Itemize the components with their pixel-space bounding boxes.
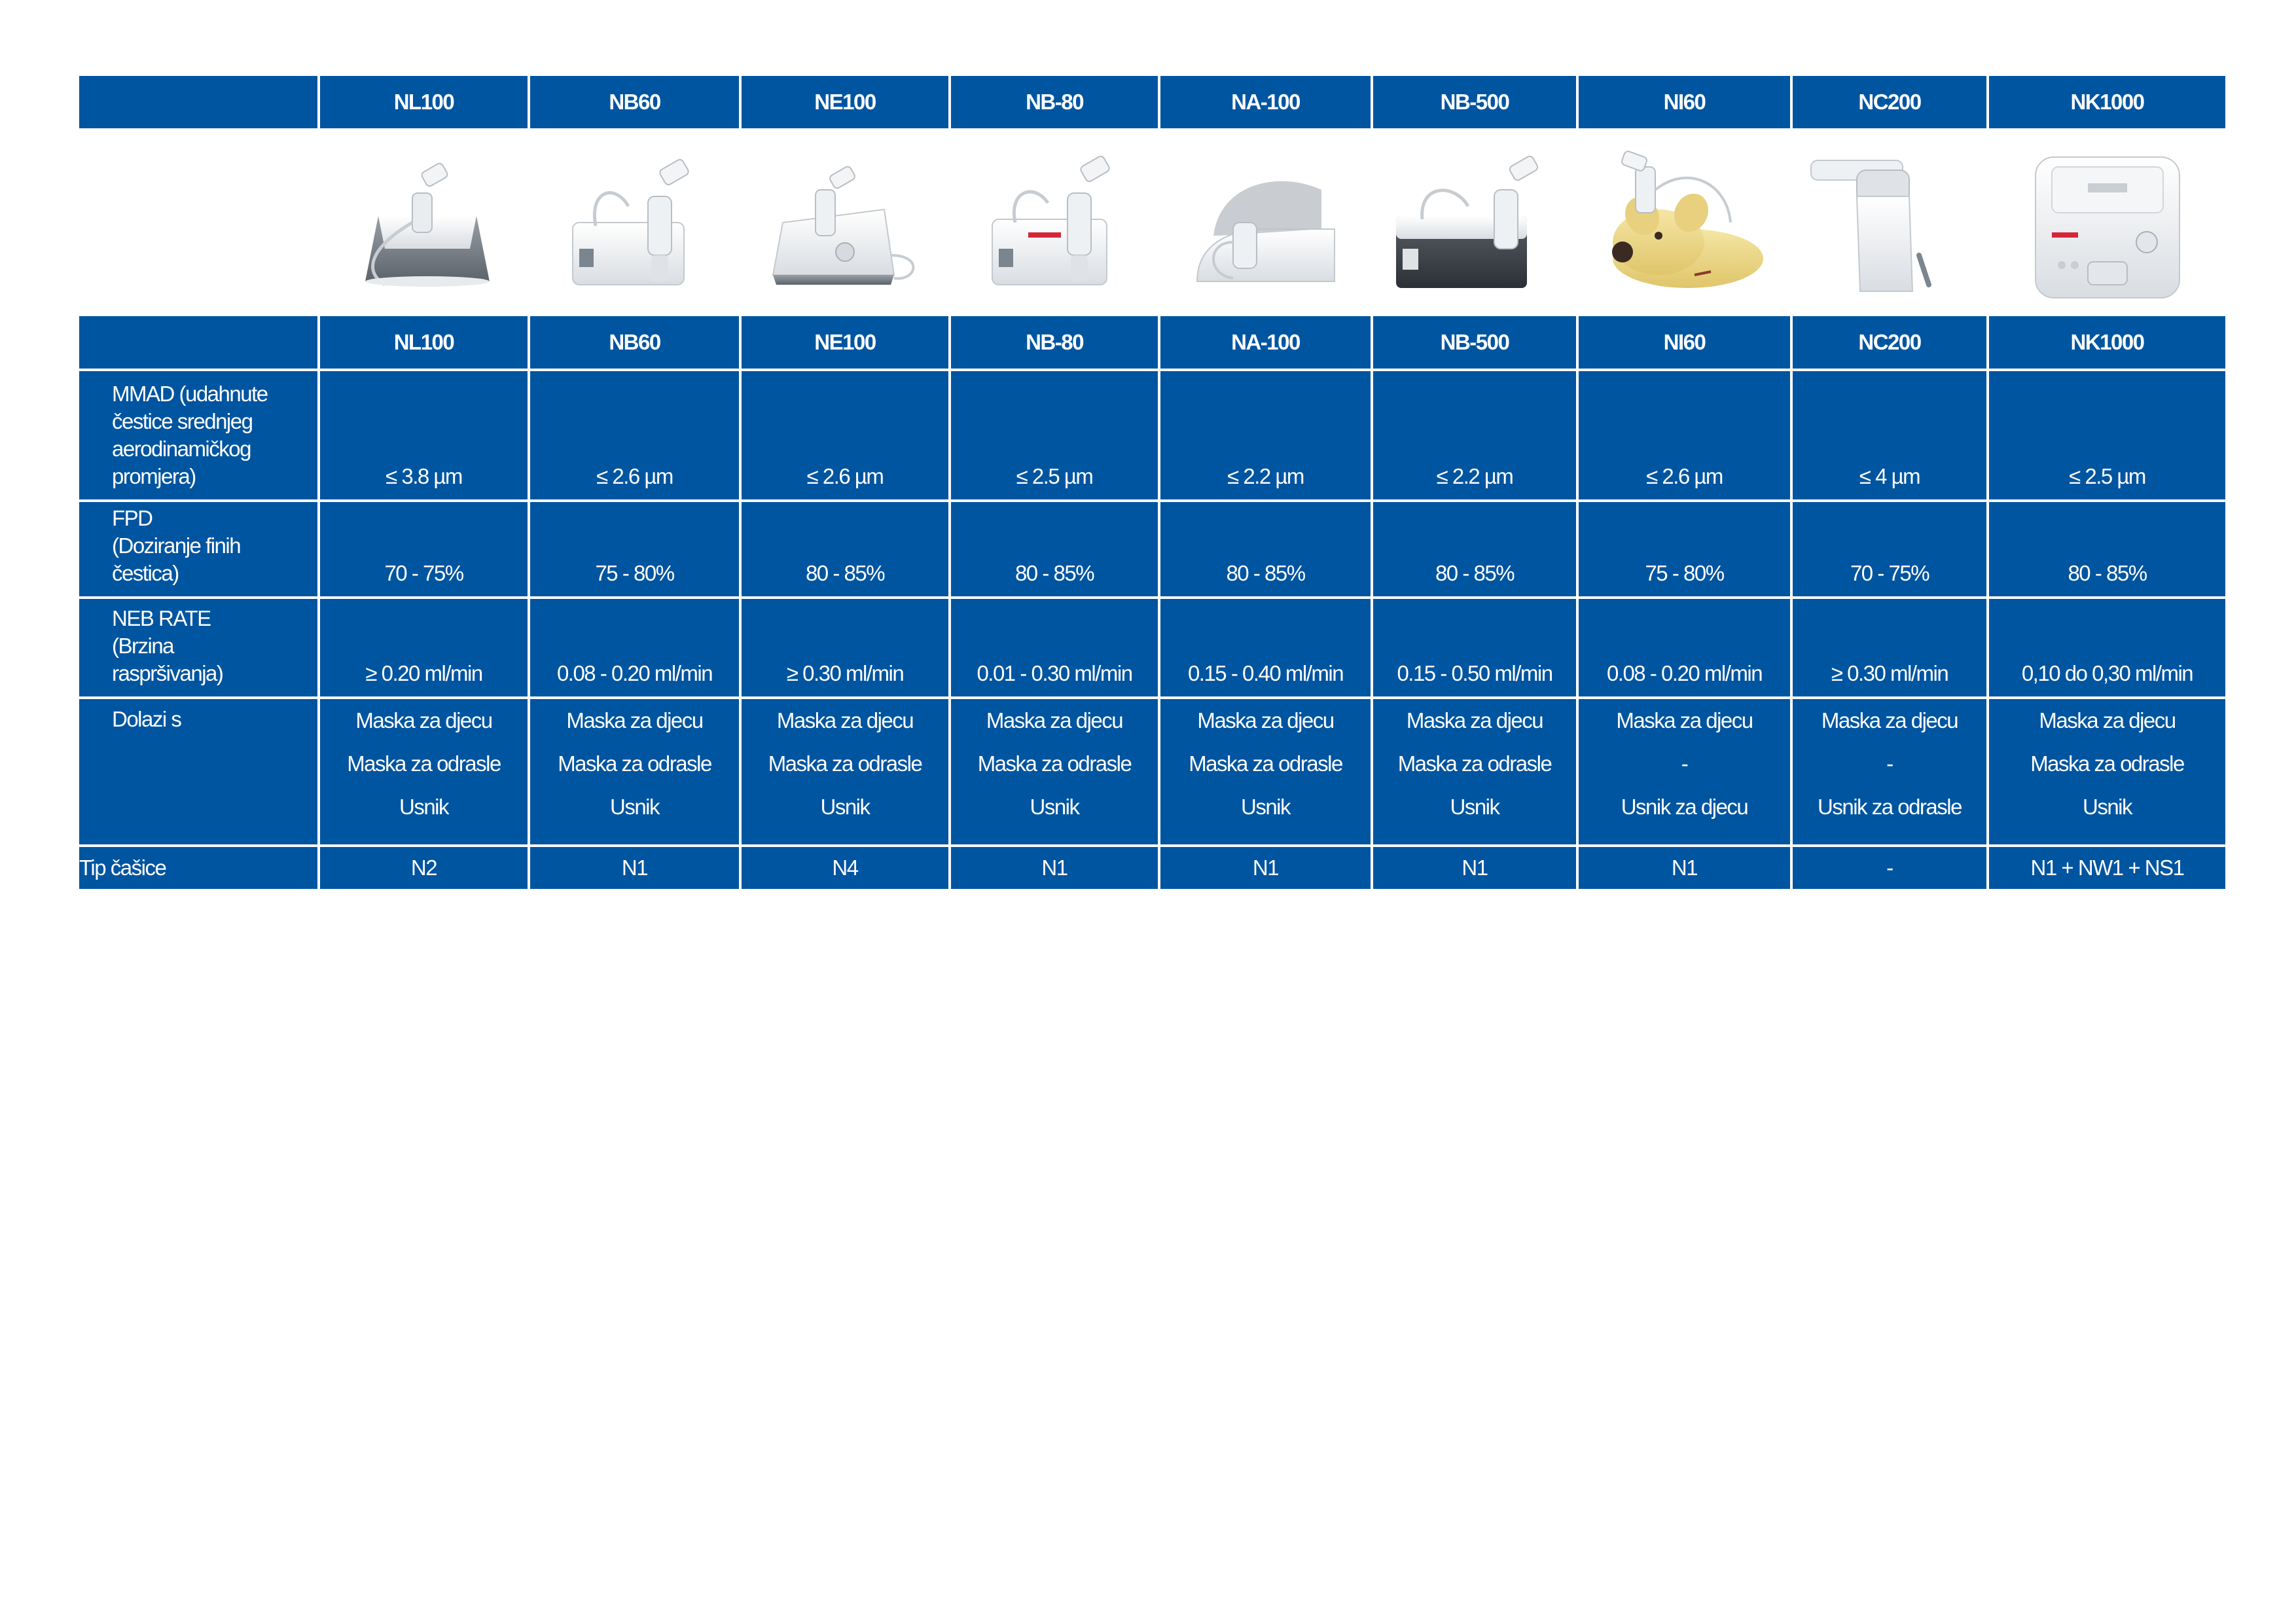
label-line: NEB RATE [112,606,211,630]
accessories-cell [1372,698,1577,846]
accessory-item: Maska za odrasle [347,751,501,776]
accessory-item: Usnik [820,795,870,819]
accessory-item: Maska za djecu [1406,708,1543,732]
neb-rate-value: ≥ 0.30 ml/min [740,598,950,698]
mmad-row [78,370,2227,501]
mmad-value: ≤ 2.5 µm [1988,370,2227,501]
nebulizer-nl100-icon [339,144,509,301]
accessories-cell [319,698,529,846]
fpd-value: 80 - 85% [740,501,950,598]
accessory-item: Maska za djecu [986,708,1123,732]
nebulizer-na100-icon [1181,144,1351,301]
product-image-row [78,130,2227,315]
label-line: čestica) [112,561,179,585]
accessories-cell [1988,698,2227,846]
label-line: MMAD (udahnute [112,382,268,406]
accessory-item: - [1886,751,1893,776]
model-name: NA-100 [1159,75,1372,130]
nebulizer-nb500-icon [1383,144,1566,301]
cup-type-value: N1 [1372,846,1577,890]
accessory-item: Usnik [1030,795,1079,819]
nebulizer-nb60-icon [550,144,720,301]
product-image-cell [950,130,1159,315]
model-name: NA-100 [1159,315,1372,370]
cup-type-value: N1 [1577,846,1791,890]
label-line: FPD [112,506,152,530]
label-line: raspršivanja) [112,661,223,685]
mmad-value: ≤ 3.8 µm [319,370,529,501]
model-name: NB-80 [950,75,1159,130]
fpd-value: 80 - 85% [950,501,1159,598]
label-line: promjera) [112,464,196,488]
model-name: NB-500 [1372,75,1577,130]
accessory-item: Maska za djecu [1821,708,1958,732]
image-row-label-cell [78,130,319,315]
accessory-item: Maska za djecu [1616,708,1753,732]
fpd-row [78,501,2227,598]
label-line: aerodinamičkog [112,437,251,461]
mmad-value: ≤ 4 µm [1791,370,1988,501]
fpd-value: 70 - 75% [1791,501,1988,598]
neb-rate-value: ≥ 0.20 ml/min [319,598,529,698]
neb-rate-value: 0.08 - 0.20 ml/min [1577,598,1791,698]
accessory-item: Maska za odrasle [1397,751,1552,776]
corner-cell [78,315,319,370]
mmad-value: ≤ 2.2 µm [1159,370,1372,501]
fpd-value: 80 - 85% [1988,501,2227,598]
row-label-neb-rate [78,598,319,698]
accessory-item: Maska za djecu [566,708,703,732]
accessories-cell [740,698,950,846]
accessory-item: Maska za odrasle [2030,751,2184,776]
model-name: NB60 [529,315,740,370]
product-image-cell [319,130,529,315]
model-name: NE100 [740,75,950,130]
dolazi-s-row [78,698,2227,846]
neb-rate-value: 0,10 do 0,30 ml/min [1988,598,2227,698]
model-name: NK1000 [1988,75,2227,130]
model-header-row-top [78,75,2227,130]
accessory-item: Maska za djecu [1197,708,1334,732]
label-line: (Brzina [112,634,174,658]
product-image-cell [1159,130,1372,315]
accessory-item: Maska za djecu [776,708,914,732]
model-name: NK1000 [1988,315,2227,370]
mmad-value: ≤ 2.2 µm [1372,370,1577,501]
mmad-value: ≤ 2.6 µm [740,370,950,501]
accessory-item: Maska za odrasle [558,751,711,776]
fpd-value: 80 - 85% [1159,501,1372,598]
row-label-mmad [78,370,319,501]
model-name: NB-500 [1372,315,1577,370]
cup-type-value: N1 [529,846,740,890]
tip-casice-row [78,846,2227,890]
nebulizer-nc200-mesh-icon [1804,144,1975,301]
model-name: NI60 [1577,75,1791,130]
accessories-cell [1577,698,1791,846]
accessory-item: Maska za odrasle [977,751,1132,776]
neb-rate-row [78,598,2227,698]
accessory-item: - [1681,751,1688,776]
cup-type-value: N1 [1159,846,1372,890]
product-image-cell [1791,130,1988,315]
product-image-cell [1988,130,2227,315]
mmad-value: ≤ 2.5 µm [950,370,1159,501]
cup-type-value: N4 [740,846,950,890]
model-name: NB60 [529,75,740,130]
model-name: NL100 [319,75,529,130]
accessory-item: Maska za odrasle [768,751,922,776]
accessory-item: Usnik za djecu [1621,795,1748,819]
cup-type-value: N1 + NW1 + NS1 [1988,846,2227,890]
model-header-row-bottom [78,315,2227,370]
model-name: NI60 [1577,315,1791,370]
corner-cell [78,75,319,130]
product-image-cell [740,130,950,315]
product-image-cell [1577,130,1791,315]
accessory-item: Usnik [609,795,660,819]
nebulizer-nb80-icon [969,144,1139,301]
fpd-value: 75 - 80% [1577,501,1791,598]
nebulizer-ni60-dog-icon [1596,144,1773,301]
product-image-cell [1372,130,1577,315]
neb-rate-value: 0.01 - 0.30 ml/min [950,598,1159,698]
fpd-value: 70 - 75% [319,501,529,598]
cup-type-value: N2 [319,846,529,890]
accessory-item: Usnik [1450,795,1499,819]
neb-rate-value: 0.15 - 0.40 ml/min [1159,598,1372,698]
neb-rate-value: ≥ 0.30 ml/min [1791,598,1988,698]
nebulizer-nk1000-icon [2016,141,2199,304]
accessories-cell [529,698,740,846]
mmad-value: ≤ 2.6 µm [529,370,740,501]
label-line: čestice srednjeg [112,409,253,433]
cup-type-value: N1 [950,846,1159,890]
mmad-value: ≤ 2.6 µm [1577,370,1791,501]
accessory-item: Usnik [399,795,449,819]
model-name: NE100 [740,315,950,370]
accessories-cell [1791,698,1988,846]
accessories-cell [950,698,1159,846]
cup-type-value: - [1791,846,1988,890]
accessory-item: Usnik [1240,795,1291,819]
accessories-cell [1159,698,1372,846]
accessory-item: Usnik za odrasle [1818,795,1962,819]
accessory-item: Maska za djecu [2039,708,2176,732]
model-name: NC200 [1791,75,1988,130]
accessory-item: Maska za odrasle [1189,751,1342,776]
fpd-value: 80 - 85% [1372,501,1577,598]
row-label-fpd [78,501,319,598]
model-name: NB-80 [950,315,1159,370]
neb-rate-value: 0.15 - 0.50 ml/min [1372,598,1577,698]
label-line: (Doziranje finih [112,533,241,558]
row-label-tip-casice: Tip čašice [78,846,319,890]
model-name: NL100 [319,315,529,370]
accessory-item: Usnik [2082,795,2132,819]
neb-rate-value: 0.08 - 0.20 ml/min [529,598,740,698]
row-label-dolazi-s: Dolazi s [78,698,319,846]
nebulizer-ne100-icon [753,144,937,301]
fpd-value: 75 - 80% [529,501,740,598]
product-image-cell [529,130,740,315]
model-name: NC200 [1791,315,1988,370]
comparison-table [77,73,2228,892]
accessory-item: Maska za djecu [355,708,492,732]
